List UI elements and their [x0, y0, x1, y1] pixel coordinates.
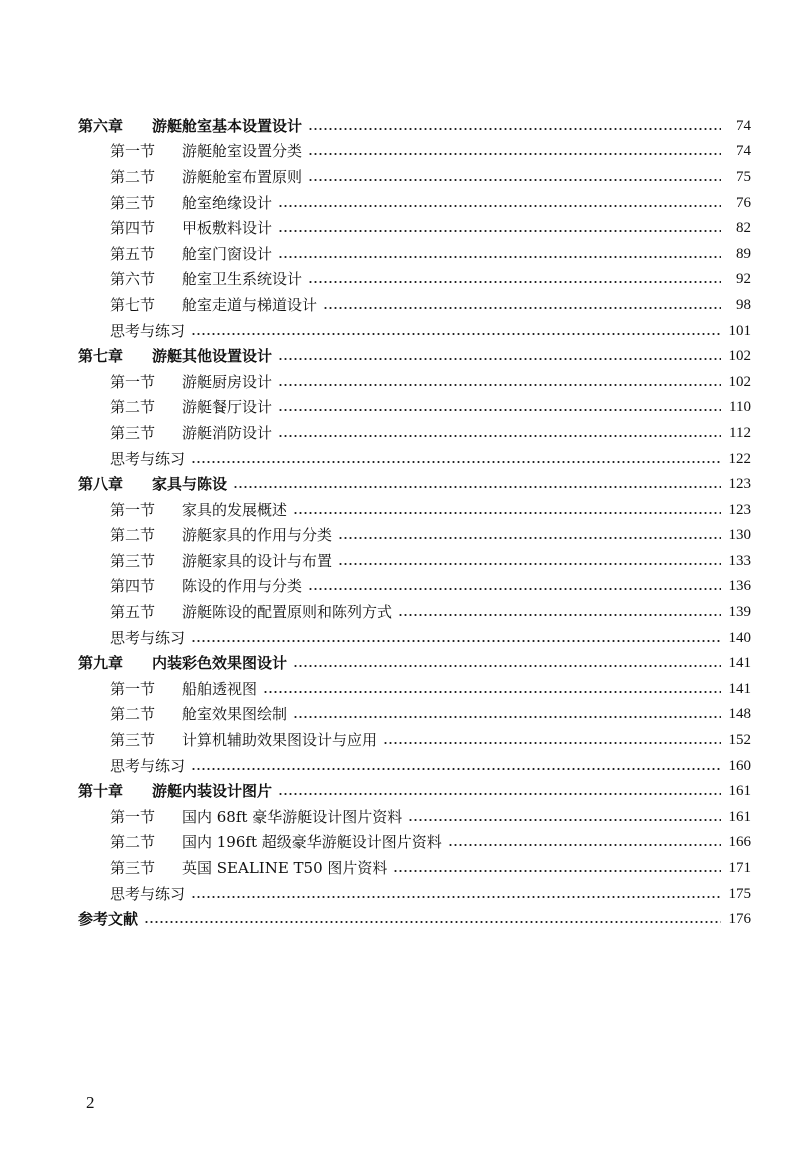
entry-page: 141 — [728, 680, 751, 697]
entry-page: 75 — [736, 168, 751, 185]
dot-leader — [338, 562, 721, 566]
toc-entry-section[interactable] — [78, 804, 751, 830]
entry-title: 舱室绝缘设计 — [182, 193, 273, 212]
toc-entry-section[interactable] — [78, 574, 751, 600]
toc-entry-section[interactable] — [78, 267, 751, 293]
dot-leader — [408, 818, 721, 822]
dot-leader — [308, 152, 721, 156]
dot-leader — [144, 920, 721, 924]
entry-number: 第一节 — [110, 679, 156, 698]
entry-page: 102 — [728, 373, 751, 390]
entry-page: 141 — [728, 655, 751, 672]
entry-number: 第七节 — [110, 295, 156, 314]
entry-page: 176 — [728, 911, 751, 928]
entry-number: 第二节 — [110, 167, 156, 186]
dot-leader — [191, 639, 721, 643]
toc-entry-section[interactable] — [78, 139, 751, 165]
entry-number: 第三节 — [110, 731, 156, 750]
toc-entry-chapter[interactable] — [78, 778, 751, 804]
entry-title: 内装彩色效果图设计 — [152, 654, 288, 673]
dot-leader — [308, 127, 721, 131]
entry-number: 第十章 — [78, 782, 124, 801]
toc-entry-section[interactable] — [78, 523, 751, 549]
dot-leader — [278, 408, 721, 412]
toc-entry-chapter[interactable] — [78, 650, 751, 676]
toc-entry-exercise[interactable] — [78, 625, 751, 651]
dot-leader — [191, 332, 721, 336]
toc-entry-chapter[interactable] — [78, 113, 751, 139]
entry-number: 第一节 — [110, 500, 156, 519]
entry-number: 第七章 — [78, 347, 124, 366]
entry-page: 101 — [728, 322, 751, 339]
entry-page: 148 — [728, 706, 751, 723]
entry-number: 第三节 — [110, 423, 156, 442]
dot-leader — [191, 767, 721, 771]
dot-leader — [263, 690, 721, 694]
entry-title: 船舶透视图 — [182, 679, 258, 698]
dot-leader — [383, 741, 721, 745]
entry-page: 92 — [736, 271, 751, 288]
toc-entry-chapter[interactable] — [78, 906, 751, 932]
entry-title: 国内 196ft 超级豪华游艇设计图片资料 — [182, 833, 442, 852]
entry-page: 123 — [728, 501, 751, 518]
entry-number: 第三节 — [110, 859, 156, 878]
entry-page: 74 — [736, 117, 751, 134]
toc-entry-section[interactable] — [78, 727, 751, 753]
entry-title: 舱室走道与梯道设计 — [182, 295, 318, 314]
entry-page: 175 — [728, 885, 751, 902]
entry-title: 陈设的作用与分类 — [182, 577, 303, 596]
entry-number: 第四节 — [110, 577, 156, 596]
entry-title: 舱室效果图绘制 — [182, 705, 288, 724]
entry-number: 第二节 — [110, 398, 156, 417]
dot-leader — [293, 715, 721, 719]
entry-number: 第四节 — [110, 219, 156, 238]
toc-entry-section[interactable] — [78, 395, 751, 421]
entry-page: 89 — [736, 245, 751, 262]
toc-entry-chapter[interactable] — [78, 343, 751, 369]
entry-title: 思考与练习 — [110, 449, 186, 468]
entry-title: 游艇陈设的配置原则和陈列方式 — [182, 603, 393, 622]
entry-title: 游艇舱室设置分类 — [182, 142, 303, 161]
dot-leader — [293, 664, 721, 668]
toc-entry-section[interactable] — [78, 830, 751, 856]
toc-entry-exercise[interactable] — [78, 446, 751, 472]
entry-page: 130 — [728, 527, 751, 544]
dot-leader — [323, 306, 721, 310]
dot-leader — [278, 792, 721, 796]
dot-leader — [278, 357, 721, 361]
toc-entry-section[interactable] — [78, 702, 751, 728]
entry-title: 英国 SEALINE T50 图片资料 — [182, 859, 388, 878]
dot-leader — [278, 383, 721, 387]
toc-entry-section[interactable] — [78, 292, 751, 318]
entry-page: 140 — [728, 629, 751, 646]
entry-page: 161 — [728, 808, 751, 825]
entry-title: 舱室卫生系统设计 — [182, 270, 303, 289]
dot-leader — [293, 511, 721, 515]
entry-number: 第一节 — [110, 142, 156, 161]
entry-title: 思考与练习 — [110, 756, 186, 775]
toc-entry-section[interactable] — [78, 164, 751, 190]
dot-leader — [308, 587, 721, 591]
dot-leader — [398, 613, 721, 617]
entry-title: 游艇厨房设计 — [182, 372, 273, 391]
entry-page: 76 — [736, 194, 751, 211]
entry-title: 甲板敷料设计 — [182, 219, 273, 238]
toc-entry-section[interactable] — [78, 497, 751, 523]
entry-page: 112 — [729, 424, 751, 441]
entry-title: 游艇内装设计图片 — [152, 782, 273, 801]
entry-page: 166 — [728, 834, 751, 851]
entry-page: 123 — [728, 476, 751, 493]
entry-number: 第五节 — [110, 244, 156, 263]
dot-leader — [278, 255, 721, 259]
dot-leader — [448, 843, 721, 847]
entry-number: 第九章 — [78, 654, 124, 673]
entry-page: 82 — [736, 220, 751, 237]
entry-number: 第三节 — [110, 193, 156, 212]
toc-entry-exercise[interactable] — [78, 881, 751, 907]
entry-title: 思考与练习 — [110, 884, 186, 903]
toc-entry-section[interactable] — [78, 369, 751, 395]
dot-leader — [308, 178, 721, 182]
toc-entry-section[interactable] — [78, 548, 751, 574]
page-number: 2 — [86, 1093, 95, 1112]
entry-title: 国内 68ft 豪华游艇设计图片资料 — [182, 807, 403, 826]
entry-page: 152 — [728, 732, 751, 749]
dot-leader — [338, 536, 721, 540]
entry-number: 第六节 — [110, 270, 156, 289]
entry-page: 102 — [728, 348, 751, 365]
entry-page: 160 — [728, 757, 751, 774]
entry-number: 第五节 — [110, 603, 156, 622]
toc-entry-section[interactable] — [78, 190, 751, 216]
entry-title: 思考与练习 — [110, 628, 186, 647]
dot-leader — [233, 485, 721, 489]
entry-title: 家具与陈设 — [152, 475, 228, 494]
entry-page: 122 — [728, 450, 751, 467]
entry-number: 第六章 — [78, 116, 124, 135]
dot-leader — [278, 434, 721, 438]
entry-title: 游艇消防设计 — [182, 423, 273, 442]
entry-title: 游艇其他设置设计 — [152, 347, 273, 366]
toc-entry-section[interactable] — [78, 420, 751, 446]
entry-number: 第二节 — [110, 833, 156, 852]
dot-leader — [278, 229, 721, 233]
entry-title: 游艇家具的作用与分类 — [182, 526, 333, 545]
entry-title: 舱室门窗设计 — [182, 244, 273, 263]
dot-leader — [393, 869, 721, 873]
toc-entry-section[interactable] — [78, 676, 751, 702]
entry-title: 游艇舱室布置原则 — [182, 167, 303, 186]
entry-page: 98 — [736, 296, 751, 313]
entry-title: 家具的发展概述 — [182, 500, 288, 519]
entry-number: 第二节 — [110, 526, 156, 545]
toc-entry-exercise[interactable] — [78, 753, 751, 779]
entry-title: 思考与练习 — [110, 321, 186, 340]
toc-entry-chapter[interactable] — [78, 471, 751, 497]
entry-page: 74 — [736, 143, 751, 160]
entry-page: 161 — [728, 783, 751, 800]
entry-number: 第八章 — [78, 475, 124, 494]
entry-title: 游艇舱室基本设置设计 — [152, 116, 303, 135]
entry-page: 133 — [728, 552, 751, 569]
entry-number: 第二节 — [110, 705, 156, 724]
entry-number: 第三节 — [110, 551, 156, 570]
entry-page: 139 — [728, 604, 751, 621]
entry-title: 游艇餐厅设计 — [182, 398, 273, 417]
dot-leader — [191, 460, 721, 464]
entry-number: 第一节 — [110, 807, 156, 826]
dot-leader — [278, 204, 721, 208]
dot-leader — [308, 280, 721, 284]
entry-title: 游艇家具的设计与布置 — [182, 551, 333, 570]
dot-leader — [191, 895, 721, 899]
entry-title: 计算机辅助效果图设计与应用 — [182, 731, 378, 750]
toc-entry-section[interactable] — [78, 215, 751, 241]
toc-entry-section[interactable] — [78, 241, 751, 267]
entry-number: 第一节 — [110, 372, 156, 391]
table-of-contents — [78, 113, 751, 932]
entry-page: 171 — [728, 860, 751, 877]
toc-entry-section[interactable] — [78, 599, 751, 625]
entry-page: 136 — [728, 578, 751, 595]
entry-title: 参考文献 — [78, 910, 139, 929]
entry-page: 110 — [729, 399, 751, 416]
toc-entry-exercise[interactable] — [78, 318, 751, 344]
toc-entry-section[interactable] — [78, 855, 751, 881]
